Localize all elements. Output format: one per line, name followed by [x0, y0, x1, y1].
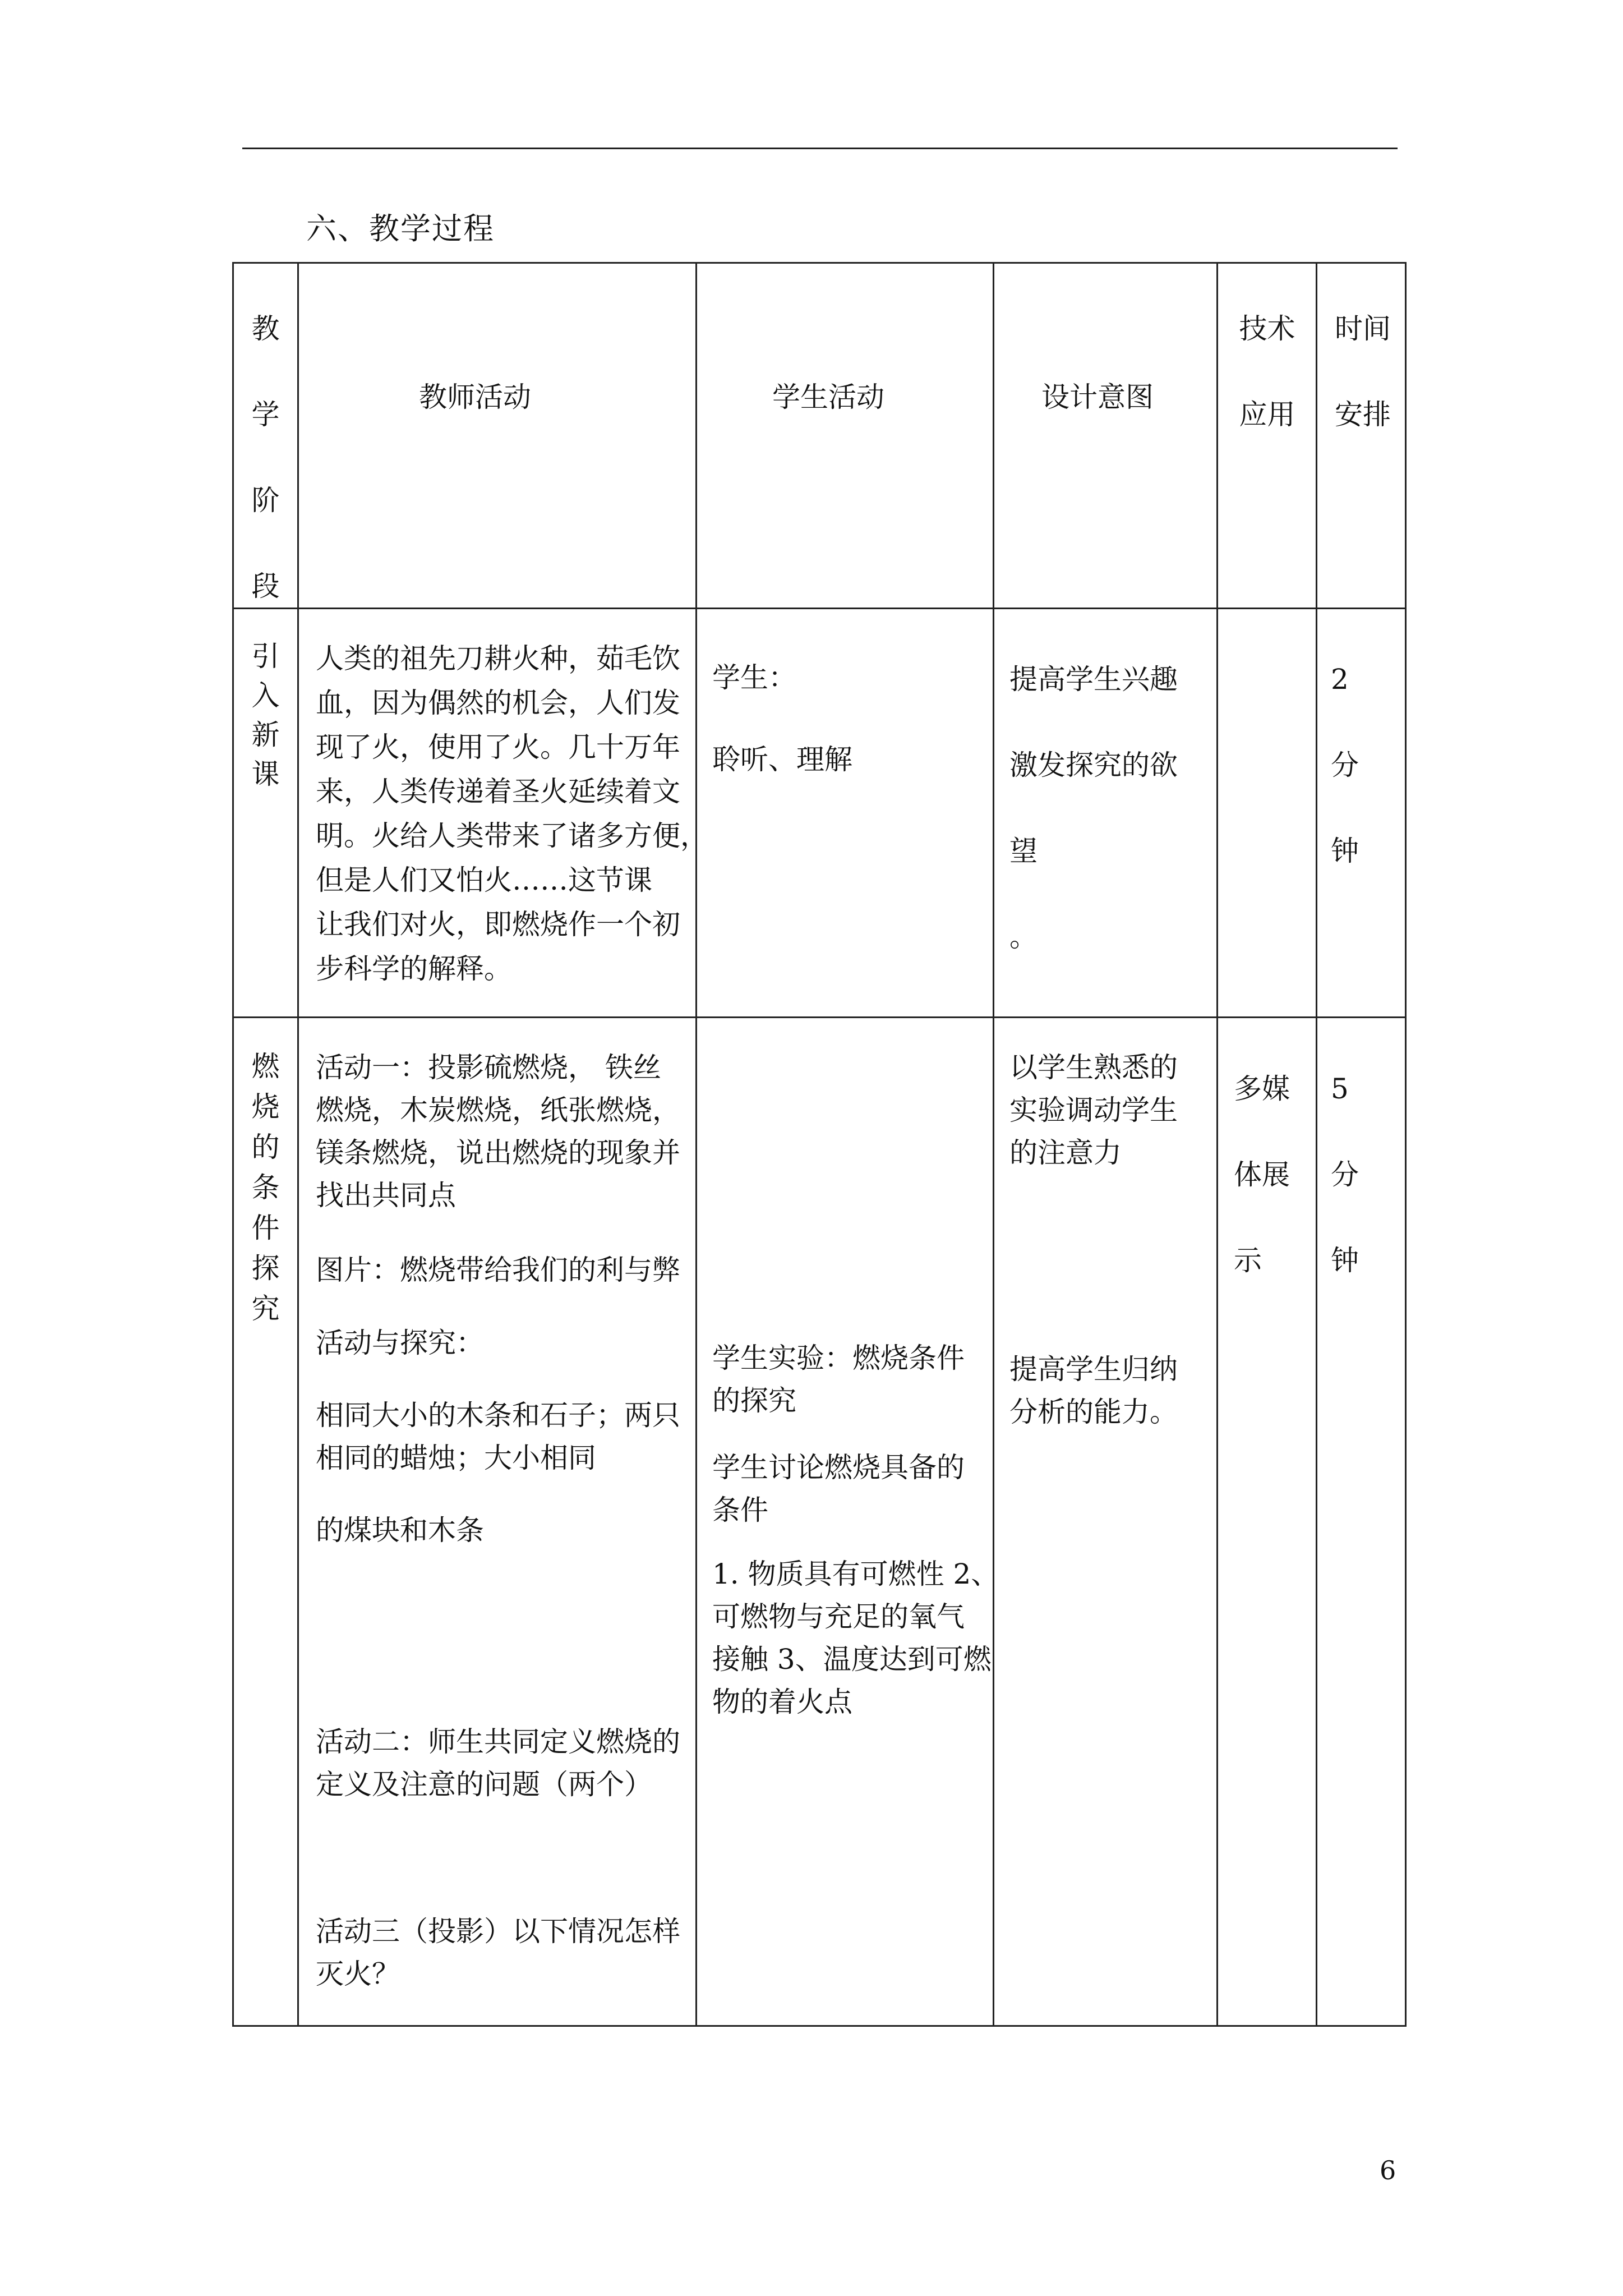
column-divider: [1216, 264, 1218, 2025]
text-line: 钟: [1331, 1244, 1359, 1277]
text-line: 现了火，使用了火。几十万年: [316, 731, 680, 763]
row2-stage-char: 烧: [251, 1091, 280, 1123]
column-divider: [297, 264, 299, 2025]
row2-stage-char: 燃: [251, 1050, 280, 1083]
text-line: 条件: [712, 1494, 768, 1526]
text-line: 5: [1331, 1073, 1349, 1105]
text-line: 实验调动学生: [1009, 1094, 1178, 1126]
text-line: 望: [1009, 835, 1038, 867]
row2-stage-char: 条: [251, 1171, 280, 1204]
row-divider: [234, 1016, 1405, 1018]
text-line: 燃烧，木炭燃烧，纸张燃烧，: [316, 1094, 680, 1126]
row2-stage-char: 件: [251, 1212, 280, 1244]
row1-stage-char: 入: [251, 679, 280, 712]
text-line: 分析的能力。: [1009, 1396, 1178, 1428]
header-stage-char: 教: [251, 312, 280, 345]
row2-teacher-materials-cont: 的煤块和木条: [316, 1514, 484, 1547]
text-line: 1. 物质具有可燃性 2、: [712, 1558, 999, 1590]
text-line: 激发探究的欲: [1009, 749, 1178, 781]
row2-design-analysis: [1009, 1348, 1178, 1433]
header-time-line: 安排: [1335, 398, 1391, 431]
text-line: 以学生熟悉的: [1009, 1051, 1178, 1084]
column-divider: [993, 264, 994, 2025]
text-line: 可燃物与充足的氧气: [712, 1600, 965, 1633]
text-line: 镁条燃烧，说出燃烧的现象并: [316, 1137, 680, 1169]
column-divider: [695, 264, 697, 2025]
page-number: 6: [1380, 2155, 1396, 2185]
row2-teacher-image-note: 图片：燃烧带给我们的利与弊: [316, 1254, 680, 1286]
text-line: 找出共同点: [316, 1179, 456, 1212]
header-stage: [234, 286, 297, 629]
text-line: 接触 3、温度达到可燃: [712, 1643, 992, 1676]
text-line: 分: [1331, 749, 1359, 781]
text-line: 来，人类传递着圣火延续着文: [316, 775, 680, 808]
text-line: 定义及注意的问题（两个）: [316, 1768, 652, 1801]
text-line: 提高学生兴趣: [1009, 663, 1178, 696]
text-line: 学生实验：燃烧条件: [712, 1342, 965, 1374]
text-line: 分: [1331, 1158, 1359, 1191]
text-line: 提高学生归纳: [1009, 1353, 1178, 1386]
text-line: 体展: [1234, 1158, 1290, 1191]
header-time: [1317, 286, 1408, 458]
header-design: 设计意图: [1041, 381, 1154, 413]
row1-stage: [234, 637, 297, 794]
text-line: 聆听、理解: [712, 743, 852, 776]
header-teacher: 教师活动: [419, 381, 531, 413]
text-line: 。: [1009, 921, 1038, 953]
row2-stage: [234, 1046, 297, 1329]
header-tech-line: 应用: [1239, 398, 1295, 431]
text-line: 学生：: [712, 661, 796, 694]
text-line: 活动一：投影硫燃烧， 铁丝: [316, 1051, 661, 1084]
row2-teacher-inquiry: 活动与探究：: [316, 1327, 484, 1359]
row2-stage-char: 的: [251, 1131, 280, 1163]
row1-student: [712, 637, 852, 800]
text-line: 钟: [1331, 835, 1359, 867]
row2-time: [1331, 1046, 1359, 1304]
text-line: 让我们对火，即燃烧作一个初: [316, 908, 680, 941]
header-time-line: 时间: [1335, 312, 1391, 345]
row-divider: [234, 608, 1405, 609]
text-line: 相同的蜡烛；大小相同: [316, 1442, 596, 1474]
row2-student-discussion: [712, 1446, 965, 1531]
header-stage-char: 学: [251, 398, 280, 431]
row2-teacher-activity2: [316, 1720, 680, 1806]
text-line: 血，因为偶然的机会，人们发: [316, 687, 680, 719]
row2-tech: [1234, 1046, 1290, 1304]
header-tech-line: 技术: [1239, 312, 1295, 345]
row1-design: [1009, 637, 1178, 980]
row1-time: [1331, 637, 1359, 894]
row2-teacher-activity1: [316, 1046, 680, 1217]
text-line: 相同大小的木条和石子；两只: [316, 1399, 680, 1432]
row1-stage-char: 课: [251, 758, 280, 790]
text-line: 明。火给人类带来了诸多方便，: [316, 820, 708, 852]
row2-stage-char: 探: [251, 1252, 280, 1285]
row2-teacher-materials: [316, 1394, 680, 1479]
row1-teacher: [316, 637, 708, 991]
header-stage-char: 阶: [251, 484, 280, 517]
text-line: 人类的祖先刀耕火种，茹毛饮: [316, 642, 680, 675]
text-line: 步科学的解释。: [316, 953, 512, 985]
text-line: 的注意力: [1009, 1137, 1122, 1169]
text-line: 物的着火点: [712, 1686, 852, 1718]
section-title: 六、教学过程: [306, 211, 495, 246]
column-divider: [1316, 264, 1317, 2025]
text-line: 多媒: [1234, 1073, 1290, 1105]
text-line: 学生讨论燃烧具备的: [712, 1451, 965, 1484]
row2-design-attention: [1009, 1046, 1178, 1174]
row1-stage-char: 引: [251, 640, 280, 673]
row2-teacher-activity3: [316, 1910, 680, 1995]
header-student: 学生活动: [772, 381, 884, 413]
text-line: 但是人们又怕火……这节课: [316, 864, 652, 896]
row2-student-conditions: [712, 1553, 999, 1723]
row1-stage-char: 新: [251, 719, 280, 751]
text-line: 灭火？: [316, 1958, 400, 1990]
header-rule: [242, 148, 1398, 149]
text-line: 活动三（投影）以下情况怎样: [316, 1915, 680, 1948]
teaching-process-table: [232, 262, 1407, 2027]
text-line: 的探究: [712, 1384, 796, 1417]
text-line: 活动二：师生共同定义燃烧的: [316, 1726, 680, 1758]
row2-stage-char: 究: [251, 1292, 280, 1325]
text-line: 2: [1331, 663, 1349, 696]
header-tech: [1219, 286, 1316, 458]
header-stage-char: 段: [251, 570, 280, 602]
text-line: 示: [1234, 1244, 1262, 1277]
row2-student-experiment: [712, 1337, 965, 1422]
